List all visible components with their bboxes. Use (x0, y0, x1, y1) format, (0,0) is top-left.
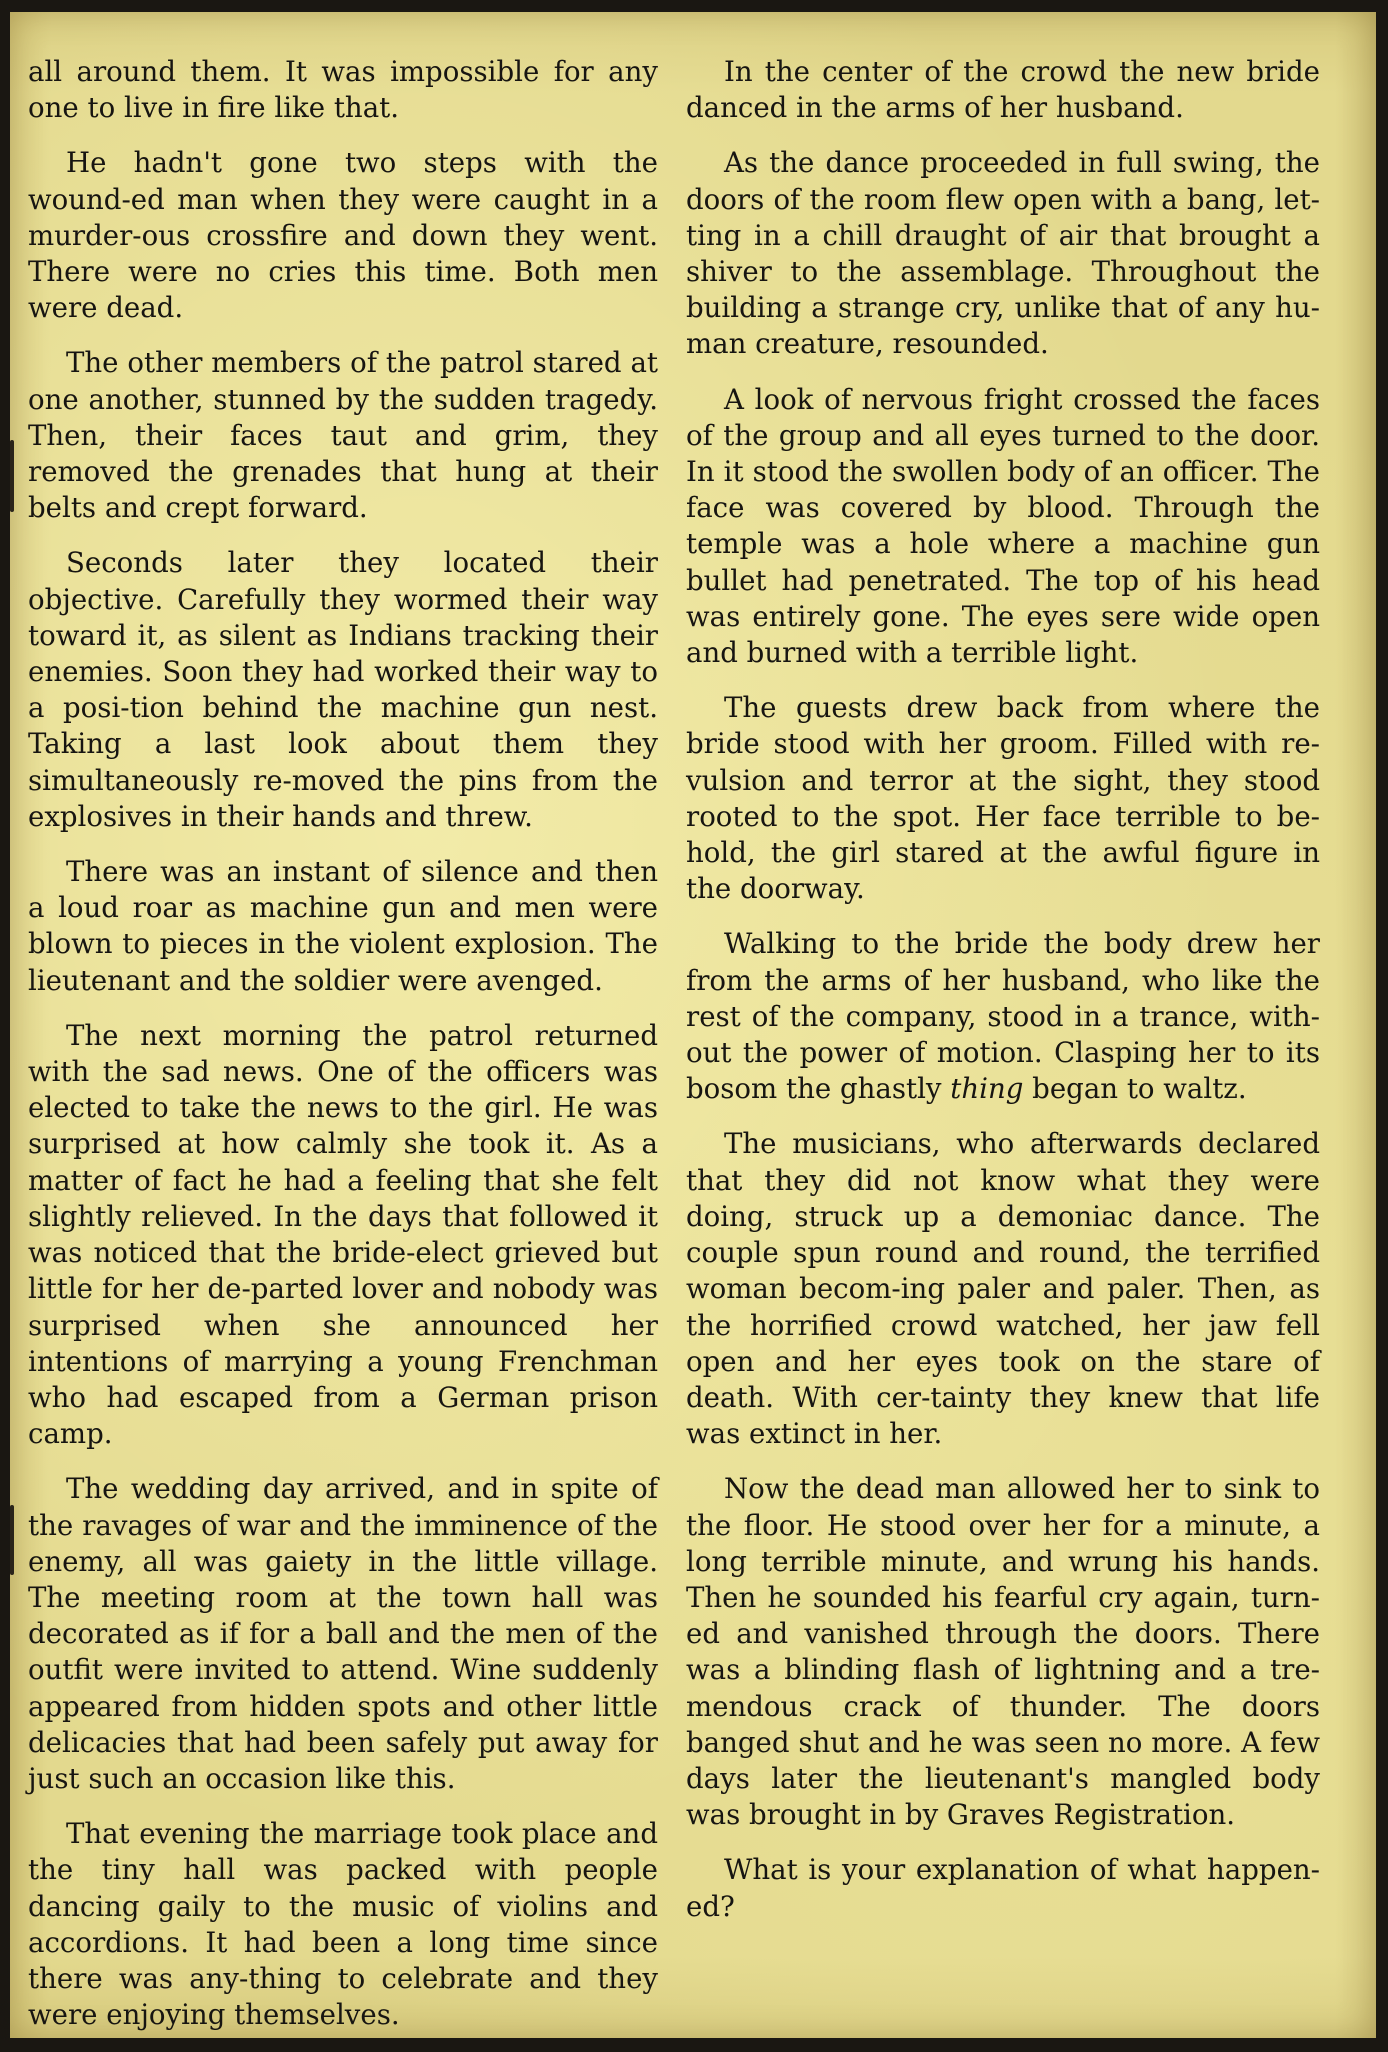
story-paragraph: The wedding day arrived, and in spite of the ravages of war and the imminence of the enemy, all was gaiety in the little village. The meeting room at the town hall was decorated as if for a ball and the men of the outfit were invited to attend. Wine suddenly appeared from hidden spots and other little delicacies that had been safely put away for just such an occasion like this. (28, 1472, 658, 1795)
story-paragraph: That evening the marriage took place and the tiny hall was packed with people dancing gaily to the music of violins and accordions. It had been a long time since there was any-thing to celebrate and they were enjoying themselves. (28, 1817, 658, 2032)
closing-question: What is your explanation of what happen-ed? (686, 1853, 1320, 1923)
margin-ink-mark (10, 1505, 14, 1575)
story-paragraph: The next morning the patrol returned with the sad news. One of the officers was elected to take the news to the girl. He was surprised at how calmly she took it. As a matter of fact he had a feeling that she felt slightly relieved. In the days that followed it was noticed that the bride-elect grieved but little for her de-parted lover and nobody was surprised when she announced her intentions of marrying a young Frenchman who had escaped from a German prison camp. (28, 1018, 658, 1451)
story-paragraph: In the center of the crowd the new bride danced in the arms of her husband. (686, 55, 1320, 125)
paragraph-text: Walking to the bride the body drew her from the arms of her husband, who like the rest of the company, stood in a trance, with-out the power of motion. Clasping her to its bosom the ghastly (686, 927, 1320, 1106)
story-paragraph: The musicians, who afterwards declared that they did not know what they were doing, struck up a demoniac dance. The couple spun round and round, the terrified woman becom-ing paler and paler. Then, as the horrified crowd watched, her jaw fell open and her eyes took on the stare of death. With cer-tainty they knew that life was extinct in her. (686, 1127, 1320, 1451)
story-paragraph (686, 926, 1320, 1107)
story-paragraph: all around them. It was impossible for any one to live in fire like that. (28, 55, 658, 125)
emphasized-word: thing (950, 1072, 1024, 1106)
story-paragraph: The guests drew back from where the bride stood with her groom. Filled with re-vulsion and terror at the sight, they stood rooted to the spot. Her face terrible to be-hold, the girl stared at the awful figure in the doorway. (686, 691, 1320, 906)
right-column (686, 54, 1320, 1944)
story-paragraph: Seconds later they located their objective. Carefully they wormed their way toward it, as silent as Indians tracking their enemies. Soon they had worked their way to a posi-tion behind the machine gun nest. Taking a last look about them they simultaneously re-moved the pins from the explosives in their hands and threw. (28, 546, 658, 833)
left-column (28, 54, 658, 2052)
story-paragraph: Now the dead man allowed her to sink to the floor. He stood over her for a minute, a long terrible minute, and wrung his hands. Then he sounded his fearful cry again, turn-ed and vanished through the doors. There was a blinding flash of lightning and a tre-mendous crack of thunder. The doors banged shut and he was seen no more. A few days later the lieutenant's mangled body was brought in by Graves Registration. (686, 1472, 1320, 1832)
story-paragraph: As the dance proceeded in full swing, the doors of the room flew open with a bang, let-ting in a chill draught of air that brought a shiver to the assemblage. Throughout the building a strange cry, unlike that of any hu-man creature, resounded. (686, 146, 1320, 361)
story-paragraph: He hadn't gone two steps with the wound-ed man when they were caught in a murder-ous crossfire and down they went. There were no cries this time. Both men were dead. (28, 146, 658, 325)
comic-text-page (10, 12, 1376, 2038)
story-paragraph: There was an instant of silence and then a loud roar as machine gun and men were blown to pieces in the violent explosion. The lieutenant and the soldier were avenged. (28, 855, 658, 997)
paragraph-text: began to waltz. (1023, 1072, 1247, 1106)
story-paragraph: A look of nervous fright crossed the faces of the group and all eyes turned to the door. In it stood the swollen body of an officer. The face was covered by blood. Through the temple was a hole where a machine gun bullet had penetrated. The top of his head was entirely gone. The eyes sere wide open and burned with a terrible light. (686, 382, 1320, 670)
story-paragraph: The other members of the patrol stared at one another, stunned by the sudden tragedy. Then, their faces taut and grim, they removed the grenades that hung at their belts and crept forward. (28, 346, 658, 525)
margin-ink-mark (10, 440, 14, 512)
